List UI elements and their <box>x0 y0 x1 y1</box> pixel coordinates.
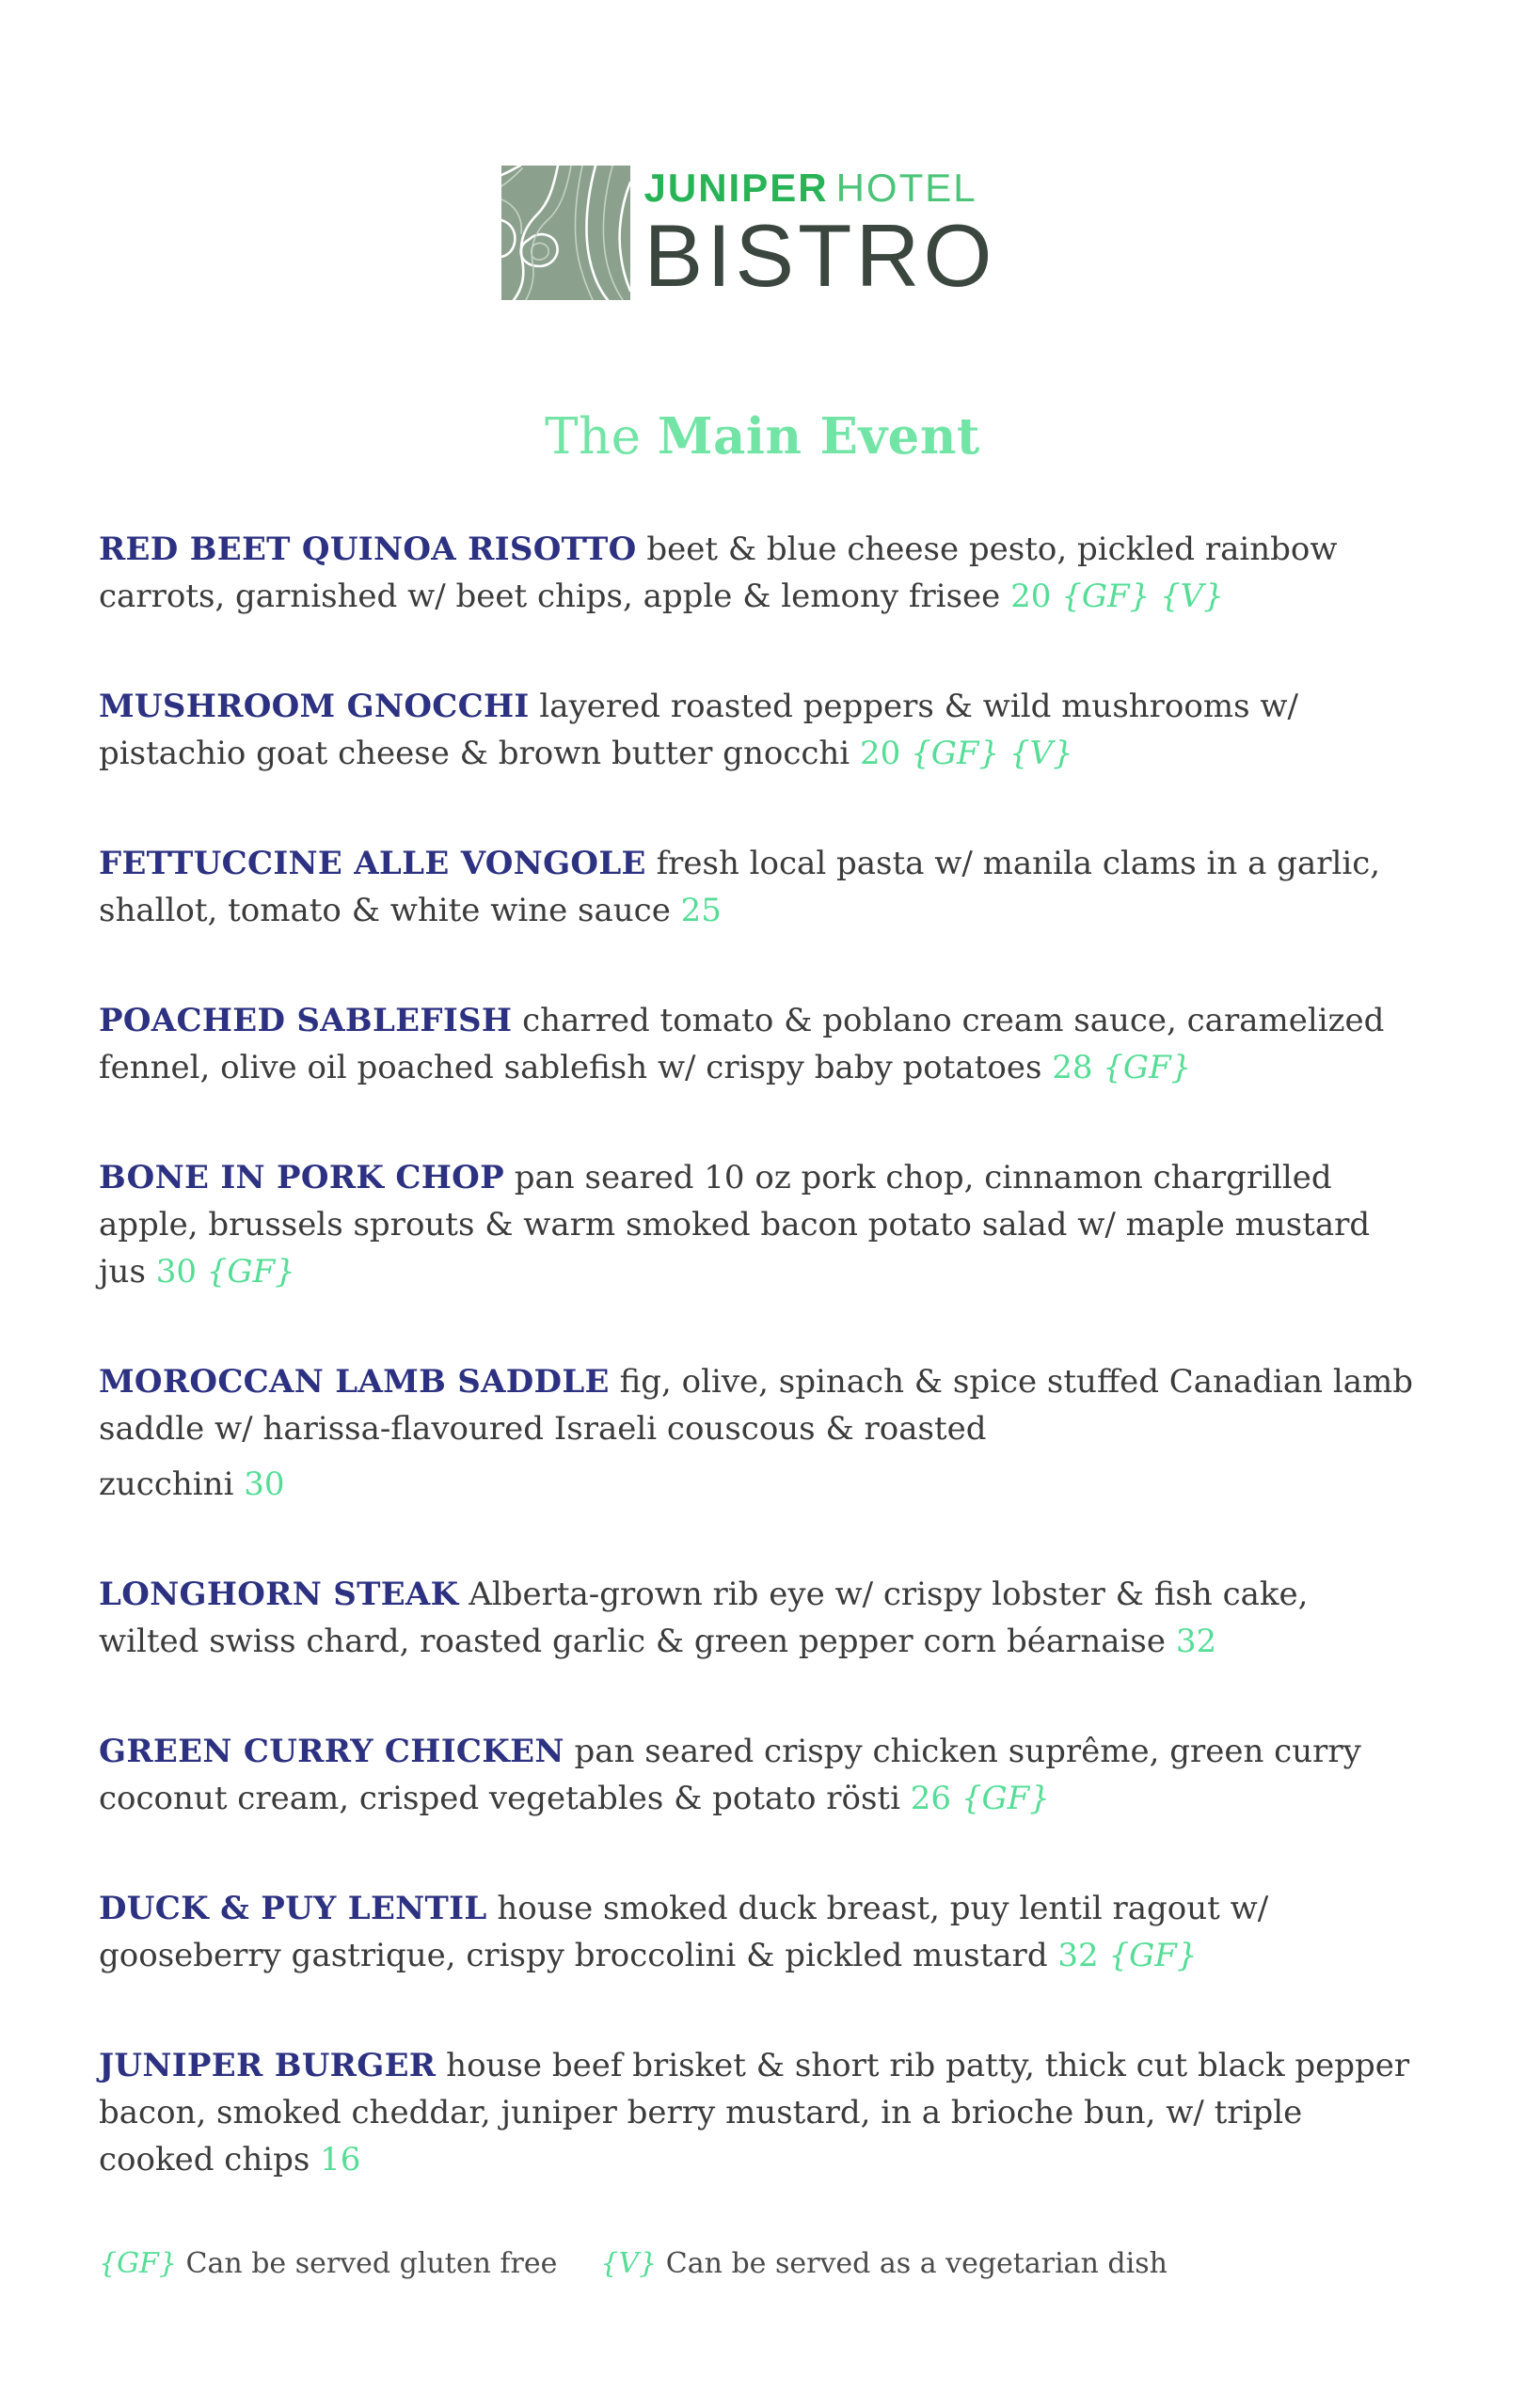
menu-items <box>99 526 1416 2183</box>
item-description: pan seared crispy chicken suprême, green curry coconut cream, crisped vegetables & potato rösti <box>99 1733 1361 1817</box>
venue-name: BISTRO <box>643 206 996 305</box>
gf-text: Can be served gluten free <box>185 2247 558 2280</box>
item-price: 30 <box>155 1253 197 1291</box>
item-price: 26 <box>910 1780 952 1817</box>
menu-item <box>99 1571 1416 1665</box>
menu-item <box>99 1154 1416 1295</box>
item-name: JUNIPER BURGER <box>99 2047 437 2084</box>
brand-name-light: HOTEL <box>835 166 977 210</box>
diet-tag: {V} <box>1160 578 1224 615</box>
item-description-continued <box>99 1461 1416 1508</box>
hotel-name <box>644 167 996 209</box>
item-description: Alberta-grown rib eye w/ crispy lobster & fish cake, wilted swiss chard, roasted garlic & green pepper corn béarnaise <box>99 1576 1309 1660</box>
item-price: 32 <box>1175 1623 1217 1660</box>
diet-tag: {GF} <box>961 1780 1050 1817</box>
diet-tag: {GF} <box>1108 1937 1198 1974</box>
item-name: DUCK & PUY LENTIL <box>99 1890 487 1927</box>
menu-item <box>99 997 1416 1091</box>
item-name: MUSHROOM GNOCCHI <box>99 688 530 725</box>
diet-tag: {GF} <box>206 1253 295 1291</box>
item-description: house beef brisket & short rib patty, thick cut black pepper bacon, smoked cheddar, juniper berry mustard, in a brioche bun, w/ triple cooked chips <box>99 2047 1410 2178</box>
topographic-logo-icon <box>501 166 630 300</box>
item-description-part2: zucchini <box>99 1465 234 1503</box>
item-name: RED BEET QUINOA RISOTTO <box>99 531 637 568</box>
item-price: 28 <box>1052 1049 1093 1086</box>
page-title <box>99 407 1426 466</box>
v-text: Can be served as a vegetarian dish <box>665 2247 1168 2280</box>
menu-item <box>99 1885 1416 1979</box>
item-name: GREEN CURRY CHICKEN <box>99 1733 564 1770</box>
diet-tag: {V} <box>1009 735 1073 772</box>
menu-item <box>99 840 1416 934</box>
item-name: LONGHORN STEAK <box>99 1576 459 1613</box>
legend-gluten-free <box>99 2246 557 2282</box>
item-name: MOROCCAN LAMB SADDLE <box>99 1363 610 1401</box>
logo <box>99 166 1398 305</box>
item-price: 25 <box>680 892 722 929</box>
page-title-prefix: The <box>545 408 642 466</box>
item-description: fig, olive, spinach & spice stuffed Canadian lamb saddle w/ harissa-flavoured Israeli couscous & roasted <box>99 1363 1414 1448</box>
logo-text <box>643 166 996 305</box>
item-description: layered roasted peppers & wild mushrooms w/ pistachio goat cheese & brown butter gnocchi <box>99 688 1298 772</box>
diet-tag: {GF} <box>1061 578 1151 615</box>
item-price: 20 <box>859 735 901 772</box>
gf-tag: {GF} <box>99 2247 177 2280</box>
item-price: 20 <box>1010 578 1052 615</box>
diet-tag: {GF} <box>911 735 1000 772</box>
item-name: FETTUCCINE ALLE VONGOLE <box>99 845 646 882</box>
menu-item <box>99 1728 1416 1822</box>
item-description: charred tomato & poblano cream sauce, caramelized fennel, olive oil poached sablefish w/ crispy baby potatoes <box>99 1002 1385 1086</box>
menu-item <box>99 2042 1416 2183</box>
item-description: fresh local pasta w/ manila clams in a garlic, shallot, tomato & white wine sauce <box>99 845 1381 929</box>
menu-item <box>99 1358 1416 1508</box>
item-description: beet & blue cheese pesto, pickled rainbow carrots, garnished w/ beet chips, apple & lemony frisee <box>99 531 1338 615</box>
item-description: house smoked duck breast, puy lentil ragout w/ gooseberry gastrique, crispy broccolini & pickled mustard <box>99 1890 1269 1974</box>
item-price: 32 <box>1057 1937 1099 1974</box>
brand-name-bold: JUNIPER <box>643 166 829 210</box>
menu-item <box>99 683 1416 777</box>
legend-vegetarian <box>600 2246 1168 2282</box>
menu-item <box>99 526 1416 620</box>
legend <box>99 2246 1426 2282</box>
item-price: 30 <box>244 1465 285 1503</box>
item-name: BONE IN PORK CHOP <box>99 1159 504 1196</box>
item-description: pan seared 10 oz pork chop, cinnamon chargrilled apple, brussels sprouts & warm smoked bacon potato salad w/ maple mustard jus <box>99 1159 1371 1291</box>
v-tag: {V} <box>600 2247 658 2280</box>
item-price: 16 <box>320 2141 361 2178</box>
page-title-emphasis: Main Event <box>657 407 980 466</box>
item-name: POACHED SABLEFISH <box>99 1002 513 1039</box>
diet-tag: {GF} <box>1103 1049 1192 1086</box>
